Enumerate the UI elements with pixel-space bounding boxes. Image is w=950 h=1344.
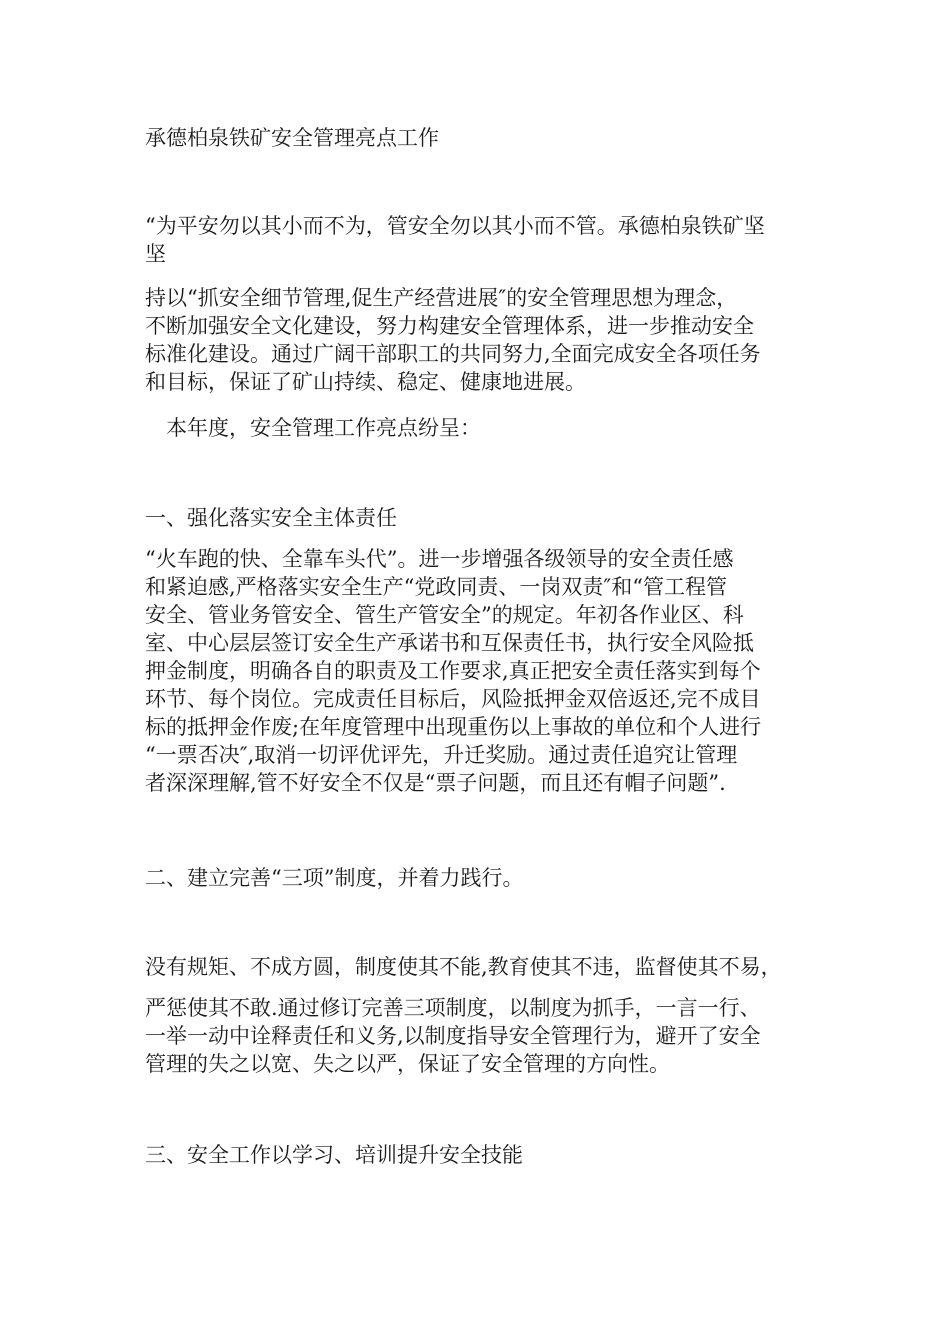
paragraph-line: “一票否决″,取消一切评优评先，升迁奖励。通过责任追究让管理: [145, 743, 738, 767]
section-heading-3: [145, 1141, 810, 1169]
paragraph-line: 和目标，保证了矿山持续、稳定、健康地进展。: [145, 370, 586, 394]
section-heading-1: [145, 504, 810, 532]
paragraph-line: 本年度，安全管理工作亮点纷呈：: [166, 416, 481, 440]
paragraph-system: [145, 994, 810, 1078]
paragraph-line: 一举一动中诠释责任和义务,以制度指导安全管理行为，避开了安全: [145, 1024, 761, 1048]
paragraph-philosophy: [145, 284, 810, 396]
paragraph-line: 持以“抓安全细节管理,促生产经营进展″的安全管理思想为理念，: [145, 286, 738, 310]
document-title: 承德柏泉铁矿安全管理亮点工作: [145, 126, 439, 150]
paragraph-line: 严惩使其不敢.通过修订完善三项制度，以制度为抓手，一言一行、: [145, 996, 761, 1020]
paragraph-highlights-intro: [145, 414, 810, 442]
paragraph-line: 没有规矩、不成方圆，制度使其不能,教育使其不违，监督使其不易，: [145, 955, 782, 979]
intro-line-2: 坚: [145, 242, 166, 266]
section-heading-2: [145, 864, 810, 892]
paragraph-line: 和紧迫感,严格落实安全生产“党政同责、一岗双责″和“管工程管: [145, 575, 727, 599]
heading-text: 一、强化落实安全主体责任: [145, 506, 397, 530]
paragraph-line: 环节、每个岗位。完成责任目标后，风险抵押金双倍返还,完不成目: [145, 687, 761, 711]
paragraph-line: 安全、管业务管安全、管生产管安全”的规定。年初各作业区、科: [145, 603, 744, 627]
paragraph-line: 标的抵押金作废;在年度管理中出现重伤以上事故的单位和个人进行: [145, 715, 762, 739]
intro-paragraph: [145, 212, 810, 268]
heading-text: 三、安全工作以学习、培训提升安全技能: [145, 1143, 523, 1167]
paragraph-line: 管理的失之以宽、失之以严，保证了安全管理的方向性。: [145, 1052, 670, 1076]
paragraph-line: 者深深理解,管不好安全不仅是“票子问题，而且还有帽子问题”.: [145, 771, 726, 795]
paragraph-line: 不断加强安全文化建设，努力构建安全管理体系，进一步推动安全: [145, 314, 754, 338]
paragraph-responsibility: [145, 545, 810, 797]
paragraph-line: 标准化建设。通过广阔干部职工的共同努力,全面完成安全各项任务: [145, 342, 761, 366]
heading-text: 二、建立完善“三项”制度，并着力践行。: [145, 866, 524, 890]
paragraph-line: 室、中心层层签订安全生产承诺书和互保责任书，执行安全风险抵: [145, 631, 754, 655]
paragraph-line: “火车跑的快、全靠车头代”。进一步增强各级领导的安全责任感: [145, 547, 734, 571]
intro-line-1: “为平安勿以其小而不为，管安全勿以其小而不管。承德柏泉铁矿坚: [145, 214, 765, 238]
paragraph-line: 押金制度，明确各自的职责及工作要求,真正把安全责任落实到每个: [145, 659, 761, 683]
paragraph-rules: [145, 953, 810, 981]
